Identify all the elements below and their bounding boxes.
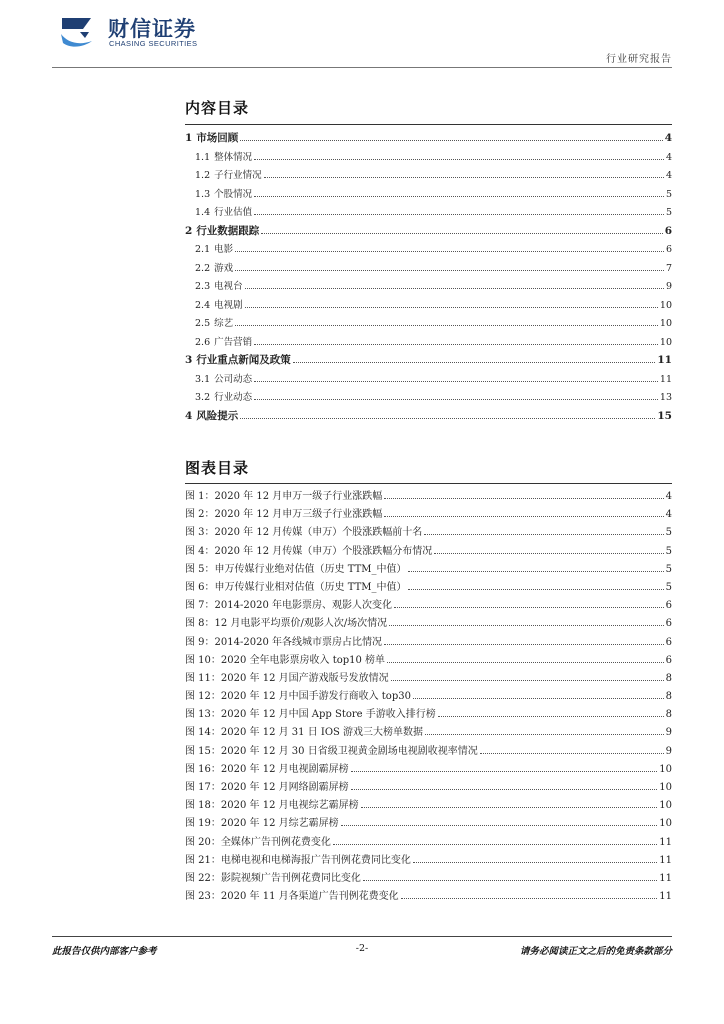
toc-item-label: 行业动态 bbox=[214, 392, 253, 403]
figure-item-page: 4 bbox=[665, 491, 672, 502]
toc-item-number: 1.2 bbox=[195, 170, 211, 181]
toc-item-label: 综艺 bbox=[214, 318, 234, 329]
figure-item-page: 9 bbox=[665, 745, 672, 757]
figure-item-page: 10 bbox=[659, 800, 672, 812]
toc-item-number: 2 bbox=[185, 224, 193, 237]
figure-item-label: 图 16：2020 年 12 月电视剧霸屏榜 bbox=[185, 763, 349, 775]
toc-item-page: 6 bbox=[665, 244, 672, 255]
figure-item-page: 5 bbox=[665, 581, 672, 593]
figure-item-label: 图 4：2020 年 12 月传媒（申万）个股涨跌幅分布情况 bbox=[185, 545, 433, 557]
toc-item-number: 3.1 bbox=[195, 373, 211, 385]
figure-item-label: 图 2：2020 年 12 月申万三级子行业涨跌幅 bbox=[185, 509, 383, 521]
toc-item-page: 4 bbox=[665, 170, 672, 181]
figure-item-page: 11 bbox=[659, 891, 672, 903]
figure-list-item[interactable] bbox=[185, 578, 672, 596]
figure-item-page: 4 bbox=[665, 509, 672, 521]
toc-item-page: 10 bbox=[659, 318, 672, 329]
figure-item-page: 11 bbox=[659, 872, 672, 884]
figure-leader-dots bbox=[391, 680, 664, 681]
figure-list-item[interactable] bbox=[185, 778, 672, 796]
toc-item-page: 4 bbox=[665, 151, 672, 163]
figure-item-page: 8 bbox=[665, 691, 672, 703]
toc-item-page: 10 bbox=[659, 299, 672, 311]
figure-list-item[interactable] bbox=[185, 851, 672, 869]
figure-leader-dots bbox=[361, 807, 658, 808]
toc-item-label: 公司动态 bbox=[214, 373, 253, 385]
figure-item-label: 图 9：2014-2020 年各线城市票房占比情况 bbox=[185, 636, 382, 648]
figure-item-label: 图 13：2020 年 12 月中国 App Store 手游收入排行榜 bbox=[185, 709, 436, 721]
figure-list-item[interactable] bbox=[185, 687, 672, 705]
toc-title: 内容目录 bbox=[185, 99, 250, 117]
toc-item[interactable] bbox=[185, 260, 672, 279]
toc-item-page: 13 bbox=[659, 392, 672, 403]
toc-item-number: 1.3 bbox=[195, 188, 211, 200]
figure-leader-dots bbox=[413, 862, 657, 863]
figure-list-item[interactable] bbox=[185, 633, 672, 651]
toc-leader-dots bbox=[293, 362, 656, 363]
figure-item-page: 8 bbox=[665, 709, 672, 721]
footer-disclaimer-left: 此报告仅供内部客户参考 bbox=[52, 946, 157, 957]
figure-list-item[interactable] bbox=[185, 614, 672, 632]
toc-item-number: 2.4 bbox=[195, 299, 211, 311]
toc-item-number: 2.6 bbox=[195, 336, 211, 348]
figure-item-page: 10 bbox=[659, 818, 672, 830]
figure-item-label: 图 18：2020 年 12 月电视综艺霸屏榜 bbox=[185, 800, 359, 812]
toc-leader-dots bbox=[240, 140, 662, 141]
toc-title-divider bbox=[185, 124, 672, 125]
toc-item[interactable] bbox=[185, 371, 672, 390]
figure-item-page: 6 bbox=[665, 600, 672, 612]
list-of-figures bbox=[185, 487, 672, 905]
toc-item-number: 3.2 bbox=[195, 392, 211, 403]
figure-list-item[interactable] bbox=[185, 796, 672, 814]
toc-item-page: 6 bbox=[664, 224, 672, 237]
figure-leader-dots bbox=[424, 534, 663, 535]
figure-item-page: 6 bbox=[665, 636, 672, 648]
figure-item-page: 6 bbox=[665, 618, 672, 630]
toc-item-page: 5 bbox=[665, 188, 672, 200]
figure-leader-dots bbox=[425, 734, 664, 735]
toc-item-label: 行业数据跟踪 bbox=[196, 224, 260, 237]
toc-item-label: 电视台 bbox=[214, 281, 243, 292]
toc-item-label: 个股情况 bbox=[214, 188, 253, 200]
figure-leader-dots bbox=[384, 516, 663, 517]
toc-leader-dots bbox=[264, 177, 664, 178]
figure-item-page: 6 bbox=[665, 654, 672, 666]
toc-item[interactable] bbox=[185, 223, 672, 242]
toc-leader-dots bbox=[254, 344, 658, 345]
figure-leader-dots bbox=[434, 553, 663, 554]
toc-item[interactable] bbox=[185, 204, 672, 223]
figure-leader-dots bbox=[394, 607, 664, 608]
figure-item-label: 图 17：2020 年 12 月网络剧霸屏榜 bbox=[185, 782, 349, 793]
figure-list-item[interactable] bbox=[185, 596, 672, 614]
figure-item-label: 图 14：2020 年 12 月 31 日 IOS 游戏三大榜单数据 bbox=[185, 727, 424, 739]
figure-list-item[interactable] bbox=[185, 523, 672, 541]
header-divider bbox=[52, 67, 672, 68]
chasing-securities-logo-icon bbox=[58, 12, 98, 50]
toc-item-number: 3 bbox=[185, 354, 193, 366]
toc-item-page: 9 bbox=[665, 281, 672, 292]
toc-item-label: 广告营销 bbox=[214, 336, 253, 348]
toc-item-page: 7 bbox=[665, 262, 672, 274]
toc-item[interactable] bbox=[185, 408, 672, 427]
toc-item[interactable] bbox=[185, 167, 672, 186]
toc-item-number: 2.5 bbox=[195, 318, 211, 329]
toc-leader-dots bbox=[254, 214, 664, 215]
toc-item-label: 游戏 bbox=[214, 262, 234, 274]
toc-item-number: 1.1 bbox=[195, 151, 211, 163]
figure-list-item[interactable] bbox=[185, 487, 672, 505]
figure-leader-dots bbox=[341, 825, 658, 826]
figure-list-item[interactable] bbox=[185, 542, 672, 560]
figure-list-item[interactable] bbox=[185, 723, 672, 741]
figure-item-label: 图 23：2020 年 11 月各渠道广告刊例花费变化 bbox=[185, 891, 399, 903]
footer-disclaimer-right: 请务必阅读正文之后的免责条款部分 bbox=[519, 946, 672, 957]
figure-leader-dots bbox=[389, 625, 663, 626]
toc-item-number: 1 bbox=[185, 132, 193, 144]
toc-item-number: 2.3 bbox=[195, 281, 211, 292]
figure-item-page: 10 bbox=[659, 782, 672, 793]
toc-item-label: 行业估值 bbox=[214, 207, 253, 218]
figure-list-item[interactable] bbox=[185, 869, 672, 887]
figure-leader-dots bbox=[363, 880, 657, 881]
figure-leader-dots bbox=[351, 789, 658, 790]
figure-item-label: 图 7：2014-2020 年电影票房、观影人次变化 bbox=[185, 600, 392, 612]
table-of-contents bbox=[185, 130, 672, 426]
toc-leader-dots bbox=[254, 159, 664, 160]
toc-item-page: 15 bbox=[657, 409, 672, 422]
figure-item-label: 图 19：2020 年 12 月综艺霸屏榜 bbox=[185, 818, 339, 830]
figure-leader-dots bbox=[413, 698, 664, 699]
toc-item-label: 电影 bbox=[214, 244, 234, 255]
toc-leader-dots bbox=[254, 196, 664, 197]
toc-item-label: 子行业情况 bbox=[214, 170, 262, 181]
toc-item[interactable] bbox=[185, 130, 672, 149]
figure-item-label: 图 3：2020 年 12 月传媒（申万）个股涨跌幅前十名 bbox=[185, 527, 423, 539]
figures-title: 图表目录 bbox=[185, 459, 250, 477]
toc-item[interactable] bbox=[185, 334, 672, 353]
figure-list-item[interactable] bbox=[185, 742, 672, 760]
report-type-label: 行业研究报告 bbox=[606, 54, 672, 65]
brand-name-en: CHASING SECURITIES bbox=[109, 39, 198, 48]
toc-leader-dots bbox=[254, 399, 658, 400]
toc-item[interactable] bbox=[185, 186, 672, 205]
toc-leader-dots bbox=[235, 325, 658, 326]
figure-item-label: 图 15：2020 年 12 月 30 日省级卫视黄金剧场电视剧收视率情况 bbox=[185, 745, 478, 757]
footer-divider bbox=[52, 936, 672, 937]
toc-item-page: 4 bbox=[664, 132, 672, 144]
toc-item[interactable] bbox=[185, 389, 672, 408]
figure-item-label: 图 22：影院视频广告刊例花费同比变化 bbox=[185, 872, 361, 884]
toc-item-label: 市场回顾 bbox=[196, 132, 239, 144]
figure-item-label: 图 1：2020 年 12 月申万一级子行业涨跌幅 bbox=[185, 491, 383, 502]
toc-item-label: 风险提示 bbox=[196, 409, 239, 422]
figure-list-item[interactable] bbox=[185, 887, 672, 905]
figure-leader-dots bbox=[351, 771, 658, 772]
figure-list-item[interactable] bbox=[185, 505, 672, 523]
figure-list-item[interactable] bbox=[185, 760, 672, 778]
figure-item-label: 图 20：全媒体广告刊例花费变化 bbox=[185, 836, 331, 848]
figure-leader-dots bbox=[408, 589, 663, 590]
toc-item-label: 电视剧 bbox=[214, 299, 243, 311]
figure-item-page: 8 bbox=[665, 672, 672, 684]
figure-list-item[interactable] bbox=[185, 651, 672, 669]
figure-list-item[interactable] bbox=[185, 833, 672, 851]
figure-item-page: 9 bbox=[665, 727, 672, 739]
toc-item-number: 2.2 bbox=[195, 262, 211, 274]
toc-leader-dots bbox=[245, 288, 664, 289]
toc-item-page: 5 bbox=[665, 207, 672, 218]
figure-item-label: 图 6：申万传媒行业相对估值（历史 TTM_中值） bbox=[185, 581, 407, 593]
figure-leader-dots bbox=[387, 662, 664, 663]
toc-item-page: 11 bbox=[657, 354, 672, 366]
figure-item-label: 图 10：2020 全年电影票房收入 top10 榜单 bbox=[185, 654, 386, 666]
page-number: -2- bbox=[355, 943, 369, 954]
figure-leader-dots bbox=[333, 844, 657, 845]
figure-item-page: 5 bbox=[665, 563, 672, 575]
figure-item-label: 图 5：申万传媒行业绝对估值（历史 TTM_中值） bbox=[185, 563, 407, 575]
figure-item-label: 图 8：12 月电影平均票价/观影人次/场次情况 bbox=[185, 618, 388, 630]
figures-title-divider bbox=[185, 483, 672, 484]
toc-item-label: 行业重点新闻及政策 bbox=[196, 354, 291, 366]
figure-leader-dots bbox=[408, 571, 663, 572]
toc-leader-dots bbox=[254, 381, 658, 382]
figure-leader-dots bbox=[480, 753, 664, 754]
figure-list-item[interactable] bbox=[185, 705, 672, 723]
figure-list-item[interactable] bbox=[185, 560, 672, 578]
toc-item[interactable] bbox=[185, 278, 672, 297]
toc-leader-dots bbox=[235, 270, 664, 271]
toc-leader-dots bbox=[245, 307, 658, 308]
figure-leader-dots bbox=[384, 498, 663, 499]
toc-leader-dots bbox=[261, 233, 662, 234]
toc-item-label: 整体情况 bbox=[214, 151, 253, 163]
toc-item[interactable] bbox=[185, 149, 672, 168]
figure-item-page: 11 bbox=[659, 836, 672, 848]
figure-item-page: 10 bbox=[659, 763, 672, 775]
figure-list-item[interactable] bbox=[185, 669, 672, 687]
figure-leader-dots bbox=[438, 716, 664, 717]
figure-item-page: 5 bbox=[665, 527, 672, 539]
figure-item-label: 图 21：电梯电视和电梯海报广告刊例花费同比变化 bbox=[185, 854, 411, 866]
toc-item[interactable] bbox=[185, 352, 672, 371]
toc-item-number: 4 bbox=[185, 409, 193, 422]
figure-item-label: 图 12：2020 年 12 月中国手游发行商收入 top30 bbox=[185, 691, 411, 703]
page-header bbox=[0, 0, 724, 70]
figure-item-label: 图 11：2020 年 12 月国产游戏版号发放情况 bbox=[185, 672, 389, 684]
toc-item[interactable] bbox=[185, 241, 672, 260]
toc-leader-dots bbox=[240, 418, 655, 419]
toc-item[interactable] bbox=[185, 315, 672, 334]
figure-list-item[interactable] bbox=[185, 814, 672, 832]
toc-item-number: 1.4 bbox=[195, 207, 211, 218]
brand-name-cn: 财信证券 bbox=[108, 17, 196, 41]
toc-item-page: 10 bbox=[659, 336, 672, 348]
figure-item-page: 5 bbox=[665, 545, 672, 557]
figure-leader-dots bbox=[384, 644, 664, 645]
toc-item[interactable] bbox=[185, 297, 672, 316]
figure-item-page: 11 bbox=[659, 854, 672, 866]
toc-item-number: 2.1 bbox=[195, 244, 211, 255]
toc-item-page: 11 bbox=[659, 373, 672, 385]
figure-leader-dots bbox=[401, 898, 658, 899]
toc-leader-dots bbox=[235, 251, 664, 252]
